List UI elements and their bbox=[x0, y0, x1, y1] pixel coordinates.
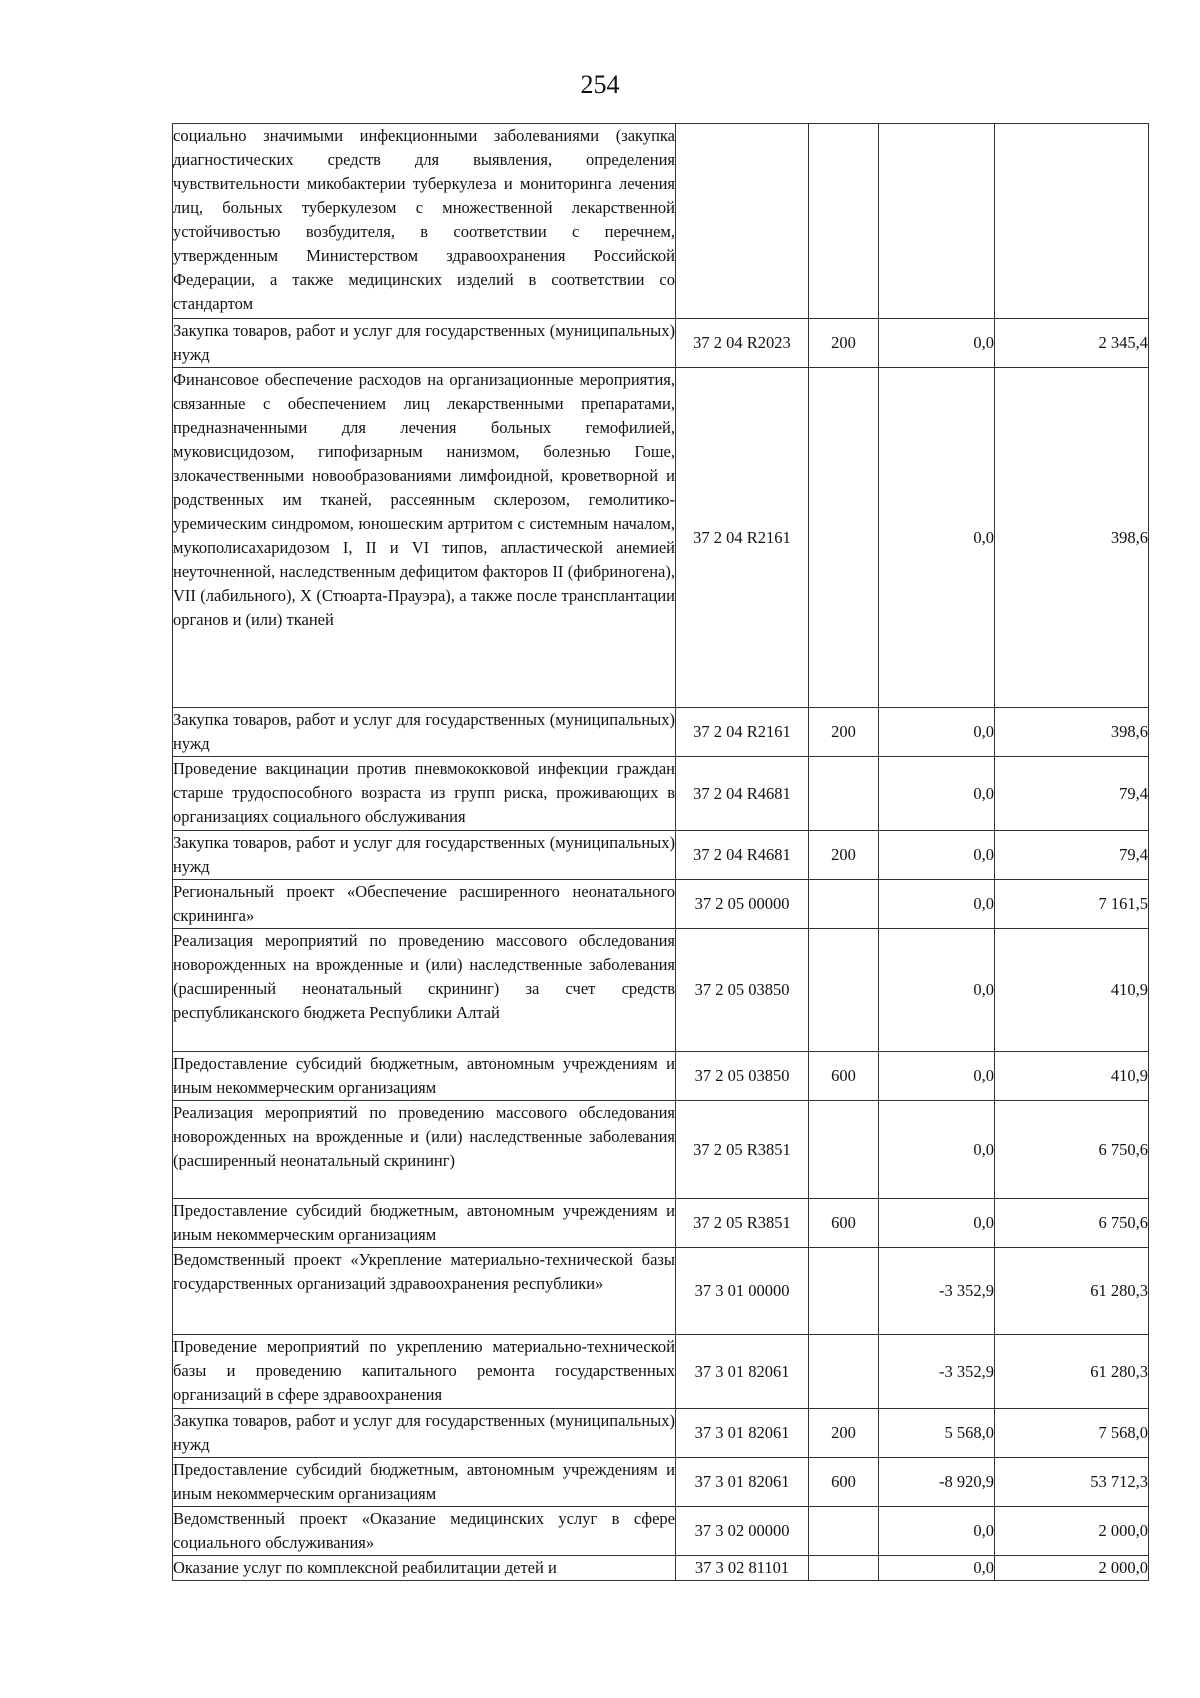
row-code: 37 2 05 03850 bbox=[676, 1052, 809, 1101]
table-row bbox=[173, 1409, 1149, 1458]
row-total: 2 000,0 bbox=[995, 1507, 1149, 1556]
row-code: 37 2 04 R4681 bbox=[676, 757, 809, 831]
table-row bbox=[173, 1052, 1149, 1101]
table-row bbox=[173, 1101, 1149, 1199]
row-total: 398,6 bbox=[995, 368, 1149, 708]
row-change: 0,0 bbox=[879, 929, 995, 1052]
row-change: -3 352,9 bbox=[879, 1335, 995, 1409]
table-row bbox=[173, 929, 1149, 1052]
row-code: 37 2 05 03850 bbox=[676, 929, 809, 1052]
row-change: 0,0 bbox=[879, 708, 995, 757]
row-total: 79,4 bbox=[995, 831, 1149, 880]
row-name: Закупка товаров, работ и услуг для государственных (муниципальных) нужд bbox=[173, 319, 676, 368]
row-code: 37 2 05 R3851 bbox=[676, 1101, 809, 1199]
row-total: 6 750,6 bbox=[995, 1199, 1149, 1248]
row-total: 410,9 bbox=[995, 929, 1149, 1052]
row-name: Реализация мероприятий по проведению массового обследования новорожденных на врожденные и (или) наследственные заболевания (расширенный неонатальный скрининг) за счет средств республиканского бюджета Республики Алтай bbox=[173, 929, 676, 1052]
page-number: 254 bbox=[580, 70, 620, 99]
row-code: 37 3 01 82061 bbox=[676, 1458, 809, 1507]
table-row bbox=[173, 1458, 1149, 1507]
table-row bbox=[173, 757, 1149, 831]
row-change bbox=[879, 124, 995, 319]
row-expense-type: 200 bbox=[809, 319, 879, 368]
row-total: 7 161,5 bbox=[995, 880, 1149, 929]
row-change: 0,0 bbox=[879, 1199, 995, 1248]
row-expense-type bbox=[809, 757, 879, 831]
row-code: 37 3 01 00000 bbox=[676, 1248, 809, 1335]
row-total: 2 345,4 bbox=[995, 319, 1149, 368]
row-change: -3 352,9 bbox=[879, 1248, 995, 1335]
row-total: 79,4 bbox=[995, 757, 1149, 831]
table-row bbox=[173, 880, 1149, 929]
table-row bbox=[173, 124, 1149, 319]
row-code: 37 2 04 R2161 bbox=[676, 368, 809, 708]
row-expense-type bbox=[809, 1335, 879, 1409]
table-row bbox=[173, 1199, 1149, 1248]
row-expense-type bbox=[809, 124, 879, 319]
row-name: Проведение мероприятий по укреплению материально-технической базы и проведению капитального ремонта государственных организаций в сфере здравоохранения bbox=[173, 1335, 676, 1409]
row-expense-type bbox=[809, 1248, 879, 1335]
row-change: 5 568,0 bbox=[879, 1409, 995, 1458]
row-name: Ведомственный проект «Укрепление материально-технической базы государственных организаций здравоохранения республики» bbox=[173, 1248, 676, 1335]
row-expense-type bbox=[809, 1507, 879, 1556]
row-expense-type: 600 bbox=[809, 1458, 879, 1507]
row-code: 37 3 01 82061 bbox=[676, 1409, 809, 1458]
row-code: 37 2 04 R4681 bbox=[676, 831, 809, 880]
row-code: 37 2 04 R2023 bbox=[676, 319, 809, 368]
row-expense-type bbox=[809, 1556, 879, 1581]
row-total bbox=[995, 124, 1149, 319]
table-row bbox=[173, 1507, 1149, 1556]
row-expense-type: 200 bbox=[809, 831, 879, 880]
table-row bbox=[173, 1335, 1149, 1409]
row-total: 7 568,0 bbox=[995, 1409, 1149, 1458]
row-name: Предоставление субсидий бюджетным, автономным учреждениям и иным некоммерческим организациям bbox=[173, 1052, 676, 1101]
row-change: -8 920,9 bbox=[879, 1458, 995, 1507]
row-change: 0,0 bbox=[879, 1052, 995, 1101]
row-total: 410,9 bbox=[995, 1052, 1149, 1101]
row-change: 0,0 bbox=[879, 368, 995, 708]
row-code bbox=[676, 124, 809, 319]
row-name: Финансовое обеспечение расходов на организационные мероприятия, связанные с обеспечением лиц лекарственными препаратами, предназначенными для лечения больных гемофилией, муковисцидозом, гипофизарным нанизмом, болезнью Гоше, злокачественными новообразованиями лимфоидной, кроветворной и родственных им тканей, рассеянным склерозом, гемолитико-уремическим синдромом, юношеским артритом с системным началом, мукополисахаридозом I, II и VI типов, апластической анемией неуточненной, наследственным дефицитом факторов II (фибриногена), VII (лабильного), X (Стюарта-Прауэра), а также после трансплантации органов и (или) тканей bbox=[173, 368, 676, 708]
table-row bbox=[173, 831, 1149, 880]
row-change: 0,0 bbox=[879, 1556, 995, 1581]
row-expense-type: 200 bbox=[809, 708, 879, 757]
row-total: 61 280,3 bbox=[995, 1248, 1149, 1335]
row-expense-type bbox=[809, 880, 879, 929]
row-code: 37 3 01 82061 bbox=[676, 1335, 809, 1409]
row-expense-type: 600 bbox=[809, 1052, 879, 1101]
table-row bbox=[173, 1248, 1149, 1335]
row-change: 0,0 bbox=[879, 1507, 995, 1556]
row-name: Региональный проект «Обеспечение расширенного неонатального скрининга» bbox=[173, 880, 676, 929]
row-expense-type bbox=[809, 1101, 879, 1199]
row-total: 53 712,3 bbox=[995, 1458, 1149, 1507]
row-name: Предоставление субсидий бюджетным, автономным учреждениям и иным некоммерческим организациям bbox=[173, 1458, 676, 1507]
row-change: 0,0 bbox=[879, 319, 995, 368]
row-code: 37 3 02 81101 bbox=[676, 1556, 809, 1581]
row-total: 2 000,0 bbox=[995, 1556, 1149, 1581]
row-change: 0,0 bbox=[879, 831, 995, 880]
row-code: 37 2 05 R3851 bbox=[676, 1199, 809, 1248]
table-row bbox=[173, 319, 1149, 368]
table-row bbox=[173, 708, 1149, 757]
row-name: социально значимыми инфекционными заболеваниями (закупка диагностических средств для выявления, определения чувствительности микобактерии туберкулеза и мониторинга лечения лиц, больных туберкулезом с множественной лекарственной устойчивостью возбудителя, в соответствии с перечнем, утвержденным Министерством здравоохранения Российской Федерации, а также медицинских изделий в соответствии со стандартом bbox=[173, 124, 676, 319]
row-total: 398,6 bbox=[995, 708, 1149, 757]
row-total: 6 750,6 bbox=[995, 1101, 1149, 1199]
row-name: Закупка товаров, работ и услуг для государственных (муниципальных) нужд bbox=[173, 708, 676, 757]
budget-table bbox=[172, 123, 1149, 1581]
row-name: Оказание услуг по комплексной реабилитации детей и bbox=[173, 1556, 676, 1581]
row-name: Предоставление субсидий бюджетным, автономным учреждениям и иным некоммерческим организациям bbox=[173, 1199, 676, 1248]
table-row bbox=[173, 368, 1149, 708]
row-expense-type bbox=[809, 929, 879, 1052]
row-expense-type bbox=[809, 368, 879, 708]
row-change: 0,0 bbox=[879, 880, 995, 929]
row-name: Реализация мероприятий по проведению массового обследования новорожденных на врожденные и (или) наследственные заболевания (расширенный неонатальный скрининг) bbox=[173, 1101, 676, 1199]
row-expense-type: 600 bbox=[809, 1199, 879, 1248]
row-code: 37 2 04 R2161 bbox=[676, 708, 809, 757]
table-row bbox=[173, 1556, 1149, 1581]
row-total: 61 280,3 bbox=[995, 1335, 1149, 1409]
row-change: 0,0 bbox=[879, 757, 995, 831]
row-code: 37 2 05 00000 bbox=[676, 880, 809, 929]
row-expense-type: 200 bbox=[809, 1409, 879, 1458]
row-name: Проведение вакцинации против пневмококковой инфекции граждан старше трудоспособного возраста из групп риска, проживающих в организациях социального обслуживания bbox=[173, 757, 676, 831]
row-name: Закупка товаров, работ и услуг для государственных (муниципальных) нужд bbox=[173, 831, 676, 880]
row-name: Закупка товаров, работ и услуг для государственных (муниципальных) нужд bbox=[173, 1409, 676, 1458]
row-name: Ведомственный проект «Оказание медицинских услуг в сфере социального обслуживания» bbox=[173, 1507, 676, 1556]
row-change: 0,0 bbox=[879, 1101, 995, 1199]
row-code: 37 3 02 00000 bbox=[676, 1507, 809, 1556]
